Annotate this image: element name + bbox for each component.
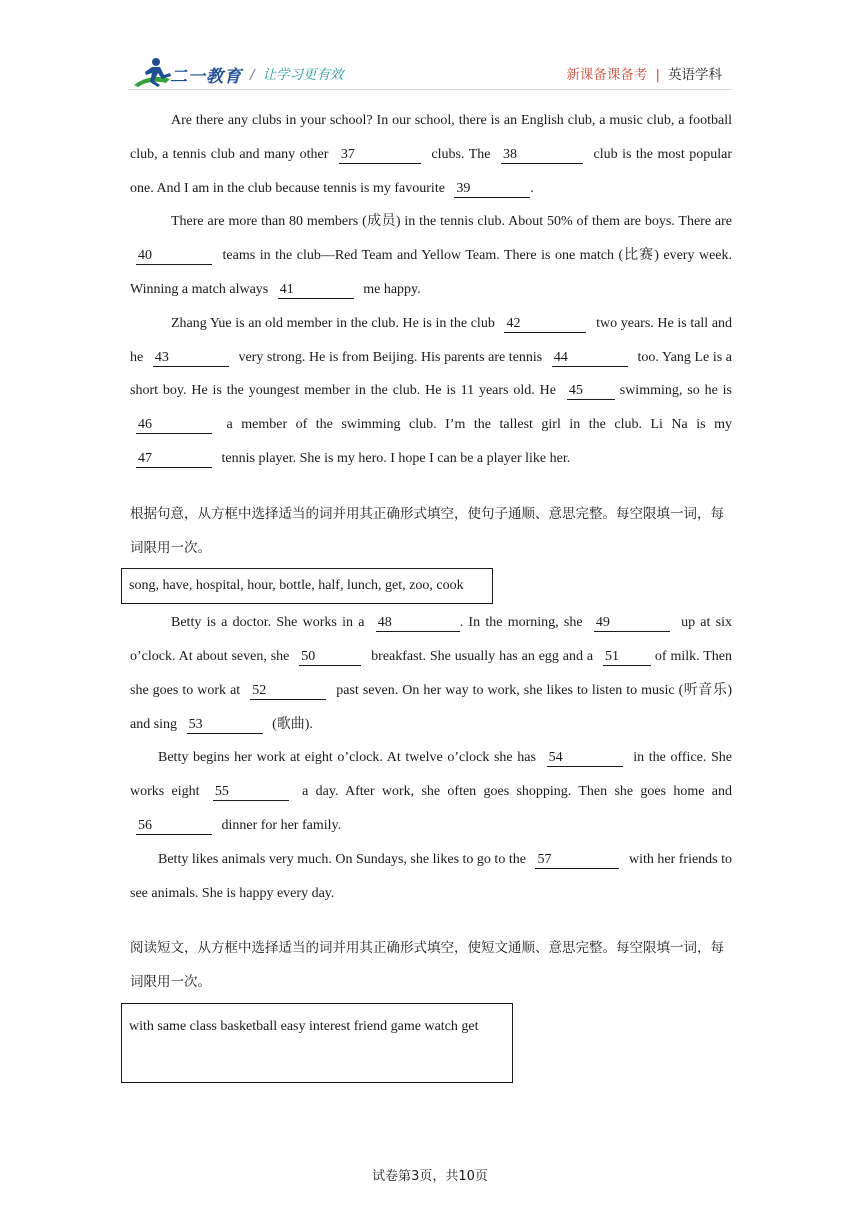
text-run: two years. He is tall and he [130,315,733,365]
blank-47: 47 [136,451,212,468]
blank-43: 43 [153,350,229,367]
text-run: very strong. He is from Beijing. His parents are tennis [238,349,543,365]
text-run: Betty likes animals very much. On Sundays, she likes to go to the [158,851,526,867]
section2-paragraph-3 [130,843,732,911]
blank-51: 51 [603,649,651,666]
section3-word-box: with same class basketball easy interest friend game watch get [121,1003,513,1083]
blank-48: 48 [376,615,460,632]
text-run: (歌曲). [272,716,313,732]
blank-52: 52 [250,683,326,700]
text-run: Are there any clubs in your school? In our school, there is an English club, a music club, a football club, a tennis club and many other [130,113,732,162]
blank-37: 37 [339,147,421,164]
slogan [250,63,344,83]
document-body [130,104,732,1083]
header-subtitle-right: 英语学科 [668,67,722,83]
header-subject [566,63,722,83]
header-separator: | [655,67,660,83]
page-header [0,0,860,100]
text-run: teams in the club—Red Team and Yellow Team. There is one match (比赛) every week. Winning a match always [130,248,733,297]
blank-49: 49 [594,615,670,632]
text-run: too. Yang Le is a short boy. He is the youngest member in the club. He is 11 years old. He [130,349,733,399]
text-run: . [530,180,534,196]
text-run: Zhang Yue is an old member in the club. He is in the club [171,315,495,331]
section2-paragraph-2 [130,741,732,842]
blank-42: 42 [504,316,586,333]
blank-45: 45 [567,383,615,400]
slash-divider: / [250,67,255,83]
text-run: . In the morning, she [459,615,583,631]
text-run: club is the most popular one. And I am in the club because tennis is my favourite [130,146,733,196]
text-run: a member of the swimming club. I’m the tallest girl in the club. Li Na is my [226,417,733,433]
text-run: breakfast. She usually has an egg and a [371,648,594,664]
blank-53: 53 [187,717,263,734]
text-run: swimming, so he is [619,383,733,399]
text-run: up at six o’clock. At about seven, she [130,615,732,664]
blank-54: 54 [547,750,623,767]
blank-50: 50 [299,649,361,666]
spacer [130,910,732,932]
spacer [130,476,732,498]
text-run: in the office. She works eight [130,750,733,800]
blank-38: 38 [501,147,583,164]
header-divider [128,89,732,90]
passage1-paragraph-1 [130,104,732,205]
text-run: dinner for her family. [221,817,342,833]
blank-56: 56 [136,818,212,835]
section3-instruction: 阅读短文，从方框中选择适当的词并用其正确形式填空，使短文通顺、意思完整。每空限填一词，每词限用一次。 [130,940,724,991]
text-run: tennis player. She is my hero. I hope I can be a player like her. [221,450,571,466]
passage1-paragraph-2 [130,205,732,306]
text-run: Betty begins her work at eight o’clock. At twelve o’clock she has [158,750,536,766]
blank-44: 44 [552,350,628,367]
passage1-paragraph-3 [130,307,732,476]
section2-instruction: 根据句意，从方框中选择适当的词并用其正确形式填空，使句子通顺、意思完整。每空限填一词，每词限用一次。 [130,505,724,556]
blank-41: 41 [278,282,354,299]
text-run: There are more than 80 members (成员) in the tennis club. About 50% of them are boys. There are [171,214,732,230]
slogan-text: 让学习更有效 [262,67,344,83]
blank-57: 57 [535,852,619,869]
text-run: of milk. Then she goes to work at [130,648,733,698]
section2-word-box: song, have, hospital, hour, bottle, half, lunch, get, zoo, cook [121,568,493,604]
page-footer: 试卷第3页，共10页 [372,1169,488,1184]
blank-55: 55 [213,784,289,801]
text-run: past seven. On her way to work, she likes to listen to music (听音乐) and sing [130,682,733,732]
header-subtitle-left: 新课备课备考 [566,67,648,83]
text-run: clubs. The [431,146,491,162]
blank-46: 46 [136,417,212,434]
text-run: a day. After work, she often goes shopping. Then she goes home and [302,784,733,800]
blank-40: 40 [136,248,212,265]
text-run: with her friends to see animals. She is happy every day. [130,851,733,901]
blank-39: 39 [454,181,530,198]
text-run: Betty is a doctor. She works in a [171,615,365,631]
section2-paragraph-1 [130,606,732,741]
text-run: me happy. [363,281,421,297]
logo-text: 二一教育 [170,67,242,87]
